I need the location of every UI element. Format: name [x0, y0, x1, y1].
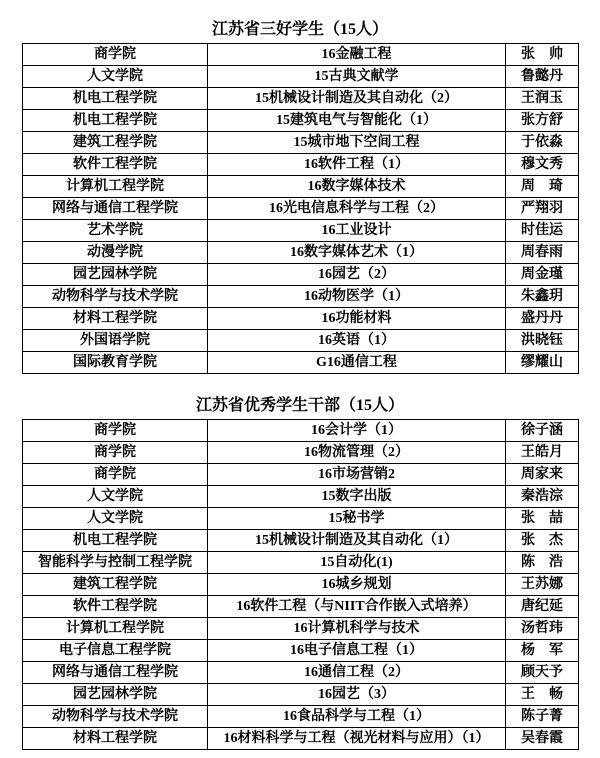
table-row — [23, 154, 579, 176]
table-row — [23, 110, 579, 132]
name-cell: 周家来 — [506, 464, 579, 486]
name-cell: 张 杰 — [506, 530, 579, 552]
name-cell: 陈 浩 — [506, 552, 579, 574]
major-cell: 16动物医学（1） — [208, 286, 506, 308]
table-row — [23, 264, 579, 286]
college-cell: 园艺园林学院 — [23, 264, 208, 286]
table-row — [23, 662, 579, 684]
college-cell: 动物科学与技术学院 — [23, 286, 208, 308]
name-cell: 顾天予 — [506, 662, 579, 684]
college-cell: 计算机工程学院 — [23, 176, 208, 198]
college-cell: 艺术学院 — [23, 220, 208, 242]
name-cell: 穆文秀 — [506, 154, 579, 176]
award-table-2-title: 江苏省优秀学生干部（15人） — [195, 397, 404, 414]
college-cell: 商学院 — [23, 442, 208, 464]
name-cell: 周金瑾 — [506, 264, 579, 286]
major-cell: 15古典文献学 — [208, 66, 506, 88]
name-cell: 吴春霞 — [506, 728, 579, 750]
award-table-1 — [22, 43, 579, 374]
name-cell: 唐纪延 — [506, 596, 579, 618]
name-cell: 周 琦 — [506, 176, 579, 198]
name-cell: 洪晓钰 — [506, 330, 579, 352]
major-cell: 16数字媒体技术 — [208, 176, 506, 198]
name-cell: 缪耀山 — [506, 352, 579, 374]
table-row — [23, 464, 579, 486]
table-row — [23, 552, 579, 574]
major-cell: 16工业设计 — [208, 220, 506, 242]
college-cell: 材料工程学院 — [23, 308, 208, 330]
college-cell: 园艺园林学院 — [23, 684, 208, 706]
major-cell: 16金融工程 — [208, 44, 506, 66]
major-cell: G16通信工程 — [208, 352, 506, 374]
major-cell: 15建筑电气与智能化（1） — [208, 110, 506, 132]
college-cell: 动漫学院 — [23, 242, 208, 264]
college-cell: 网络与通信工程学院 — [23, 198, 208, 220]
table-row — [23, 442, 579, 464]
name-cell: 王苏娜 — [506, 574, 579, 596]
college-cell: 智能科学与控制工程学院 — [23, 552, 208, 574]
table-row — [23, 132, 579, 154]
major-cell: 16数字媒体艺术（1） — [208, 242, 506, 264]
college-cell: 网络与通信工程学院 — [23, 662, 208, 684]
college-cell: 软件工程学院 — [23, 596, 208, 618]
table-row — [23, 596, 579, 618]
name-cell: 周春雨 — [506, 242, 579, 264]
major-cell: 16功能材料 — [208, 308, 506, 330]
table-row — [23, 308, 579, 330]
name-cell: 徐子涵 — [506, 420, 579, 442]
major-cell: 15城市地下空间工程 — [208, 132, 506, 154]
name-cell: 王 畅 — [506, 684, 579, 706]
table-row — [23, 66, 579, 88]
major-cell: 16软件工程（1） — [208, 154, 506, 176]
college-cell: 软件工程学院 — [23, 154, 208, 176]
table-row — [23, 706, 579, 728]
major-cell: 15秘书学 — [208, 508, 506, 530]
major-cell: 16光电信息科学与工程（2） — [208, 198, 506, 220]
major-cell: 16会计学（1） — [208, 420, 506, 442]
table-row — [23, 330, 579, 352]
major-cell: 16食品科学与工程（1） — [208, 706, 506, 728]
table-row — [23, 220, 579, 242]
major-cell: 16软件工程（与NIIT合作嵌入式培养） — [208, 596, 506, 618]
college-cell: 商学院 — [23, 44, 208, 66]
college-cell: 建筑工程学院 — [23, 132, 208, 154]
table-row — [23, 242, 579, 264]
table-row — [23, 728, 579, 750]
name-cell: 王润玉 — [506, 88, 579, 110]
name-cell: 严翔羽 — [506, 198, 579, 220]
name-cell: 王皓月 — [506, 442, 579, 464]
major-cell: 16物流管理（2） — [208, 442, 506, 464]
college-cell: 动物科学与技术学院 — [23, 706, 208, 728]
major-cell: 16计算机科学与技术 — [208, 618, 506, 640]
college-cell: 商学院 — [23, 464, 208, 486]
name-cell: 张 喆 — [506, 508, 579, 530]
major-cell: 16园艺（2） — [208, 264, 506, 286]
major-cell: 15数字出版 — [208, 486, 506, 508]
name-cell: 鲁懿丹 — [506, 66, 579, 88]
major-cell: 15机械设计制造及其自动化（2） — [208, 88, 506, 110]
major-cell: 16电子信息工程（1） — [208, 640, 506, 662]
college-cell: 建筑工程学院 — [23, 574, 208, 596]
table-row — [23, 420, 579, 442]
table-row — [23, 508, 579, 530]
table-row — [23, 486, 579, 508]
name-cell: 陈子菁 — [506, 706, 579, 728]
college-cell: 材料工程学院 — [23, 728, 208, 750]
name-cell: 张 帅 — [506, 44, 579, 66]
table-row — [23, 574, 579, 596]
college-cell: 机电工程学院 — [23, 88, 208, 110]
name-cell: 盛丹丹 — [506, 308, 579, 330]
college-cell: 机电工程学院 — [23, 110, 208, 132]
name-cell: 杨 军 — [506, 640, 579, 662]
table-row — [23, 352, 579, 374]
table-row — [23, 618, 579, 640]
table-row — [23, 530, 579, 552]
major-cell: 16园艺（3） — [208, 684, 506, 706]
table-row — [23, 44, 579, 66]
table-row — [23, 88, 579, 110]
name-cell: 朱鑫玥 — [506, 286, 579, 308]
award-table-2 — [22, 419, 579, 750]
college-cell: 人文学院 — [23, 66, 208, 88]
college-cell: 机电工程学院 — [23, 530, 208, 552]
major-cell: 16城乡规划 — [208, 574, 506, 596]
table-row — [23, 176, 579, 198]
name-cell: 时佳运 — [506, 220, 579, 242]
table-row — [23, 198, 579, 220]
major-cell: 15机械设计制造及其自动化（1） — [208, 530, 506, 552]
college-cell: 国际教育学院 — [23, 352, 208, 374]
college-cell: 人文学院 — [23, 508, 208, 530]
college-cell: 商学院 — [23, 420, 208, 442]
major-cell: 16英语（1） — [208, 330, 506, 352]
name-cell: 汤哲玮 — [506, 618, 579, 640]
name-cell: 张方舒 — [506, 110, 579, 132]
major-cell: 16市场营销2 — [208, 464, 506, 486]
major-cell: 16通信工程（2） — [208, 662, 506, 684]
college-cell: 外国语学院 — [23, 330, 208, 352]
table-row — [23, 684, 579, 706]
college-cell: 人文学院 — [23, 486, 208, 508]
college-cell: 电子信息工程学院 — [23, 640, 208, 662]
table-row — [23, 640, 579, 662]
name-cell: 秦浩淙 — [506, 486, 579, 508]
table-row — [23, 286, 579, 308]
college-cell: 计算机工程学院 — [23, 618, 208, 640]
major-cell: 15自动化(1) — [208, 552, 506, 574]
name-cell: 于依淼 — [506, 132, 579, 154]
award-table-1-title: 江苏省三好学生（15人） — [211, 21, 388, 38]
major-cell: 16材料科学与工程（视光材料与应用）（1） — [208, 728, 506, 750]
